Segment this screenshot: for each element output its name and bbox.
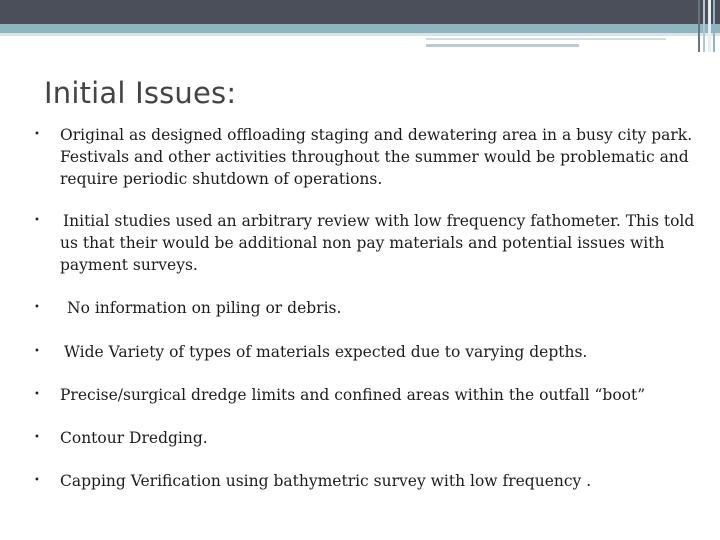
- bullet-text: Initial studies used an arbitrary review with low frequency fathometer. This told us that their would be additional non pay materials and potential issues with payment surveys.: [60, 212, 695, 274]
- bullet-text: Wide Variety of types of materials expected due to varying depths.: [64, 343, 588, 361]
- bullet-dot-icon: •: [34, 129, 40, 140]
- bullet-text: Original as designed offloading staging and dewatering area in a busy city park. Festivals and other activities throughout the summer would be problematic and require periodic shutdown of operations.: [60, 126, 693, 188]
- bullet-text: Capping Verification using bathymetric survey with low frequency .: [60, 472, 592, 490]
- bullet-text: No information on piling or debris.: [67, 299, 342, 317]
- bullet-text: Contour Dredging.: [60, 429, 208, 447]
- bullet-text: Precise/surgical dredge limits and confined areas within the outfall “boot”: [60, 386, 646, 404]
- bullet-dot-icon: •: [34, 346, 40, 357]
- bullet-dot-icon: •: [34, 432, 40, 443]
- slide-title: Initial Issues:: [44, 76, 237, 110]
- bullet-dot-icon: •: [34, 215, 40, 226]
- bullet-dot-icon: •: [34, 302, 40, 313]
- bullet-dot-icon: •: [34, 389, 40, 400]
- bullet-dot-icon: •: [34, 475, 40, 486]
